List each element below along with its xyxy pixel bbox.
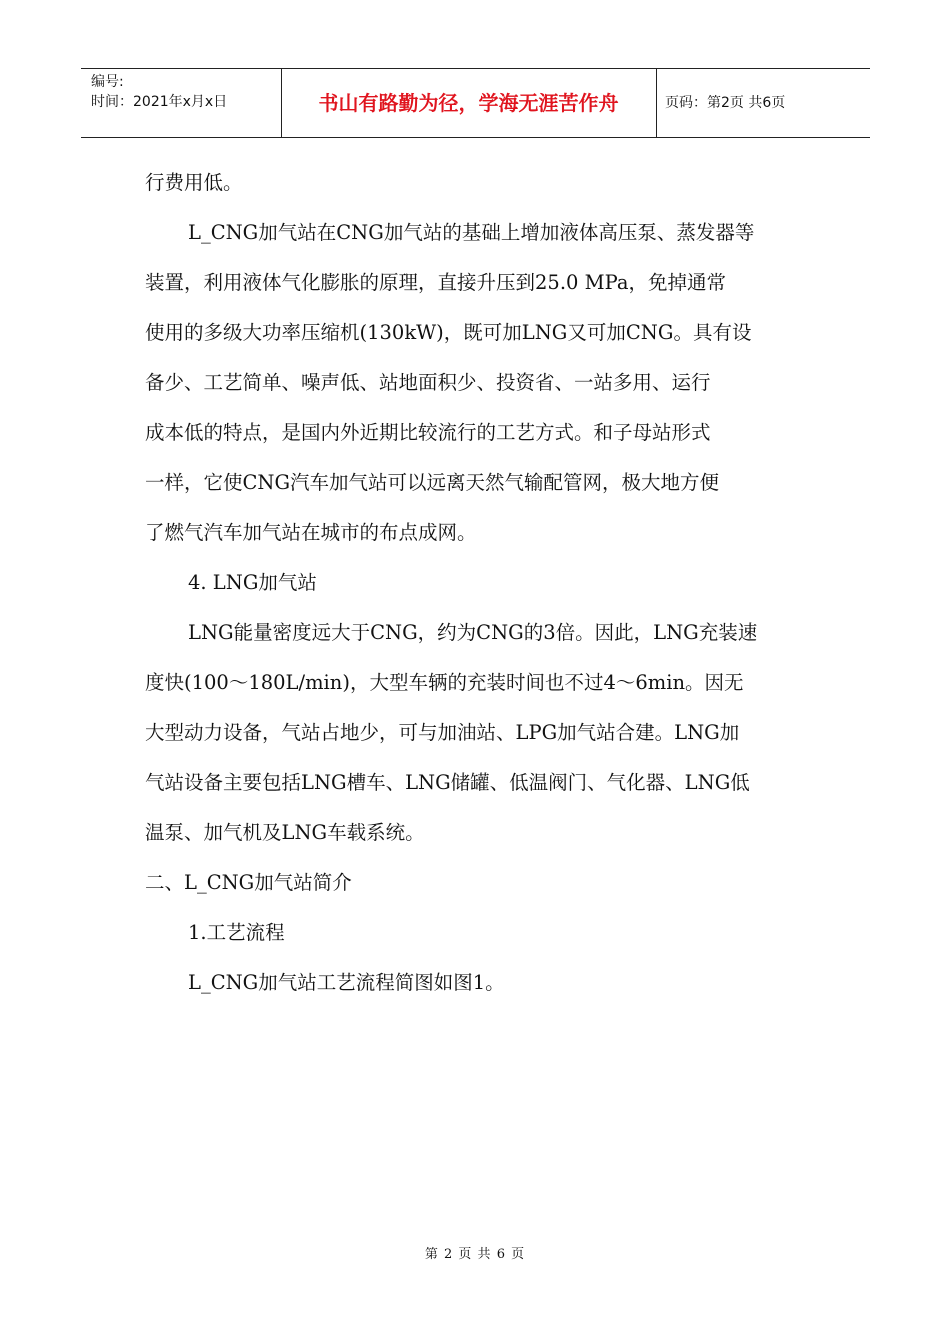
- body-line: 成本低的特点，是国内外近期比较流行的工艺方式。和子母站形式: [145, 421, 711, 444]
- paragraph-start: LNG能量密度远大于CNG，约为CNG的3倍。因此，LNG充装速: [188, 621, 758, 644]
- body-line: 装置，利用液体气化膨胀的原理，直接升压到25.0 MPa，免掉通常: [145, 271, 726, 294]
- page-footer: 第 2 页 共 6 页: [424, 1247, 526, 1262]
- header-meta: [81, 69, 282, 137]
- header-page-number: 页码：第2页 共6页: [665, 95, 786, 111]
- subsection-heading: 1.工艺流程: [188, 921, 285, 944]
- body-line: 一样，它使CNG汽车加气站可以远离天然气输配管网，极大地方便: [145, 471, 720, 494]
- body-line: 使用的多级大功率压缩机(130kW)，既可加LNG又可加CNG。具有设: [145, 321, 752, 344]
- header-motto: 书山有路勤为径，学海无涯苦作舟: [281, 69, 657, 137]
- body-line: 度快(100～180L/min)，大型车辆的充装时间也不过4～6min。因无: [145, 671, 744, 694]
- paragraph-start: L_CNG加气站在CNG加气站的基础上增加液体高压泵、蒸发器等: [188, 221, 755, 244]
- body-line: 气站设备主要包括LNG槽车、LNG储罐、低温阀门、气化器、LNG低: [145, 771, 750, 794]
- chapter-heading: 二、L_CNG加气站简介: [145, 871, 352, 894]
- body-line: 行费用低。: [145, 171, 243, 194]
- document-date: 时间：2021年x月x日: [91, 94, 228, 110]
- page-header: [81, 68, 870, 138]
- document-number-label: 编号:: [91, 74, 124, 90]
- body-line: 温泵、加气机及LNG车载系统。: [145, 821, 425, 844]
- paragraph-start: L_CNG加气站工艺流程简图如图1。: [188, 971, 505, 994]
- body-line: 了燃气汽车加气站在城市的布点成网。: [145, 521, 477, 544]
- body-line: 大型动力设备，气站占地少，可与加油站、LPG加气站合建。LNG加: [145, 721, 740, 744]
- body-line: 备少、工艺简单、噪声低、站地面积少、投资省、一站多用、运行: [145, 371, 711, 394]
- section-heading: 4. LNG加气站: [188, 571, 317, 594]
